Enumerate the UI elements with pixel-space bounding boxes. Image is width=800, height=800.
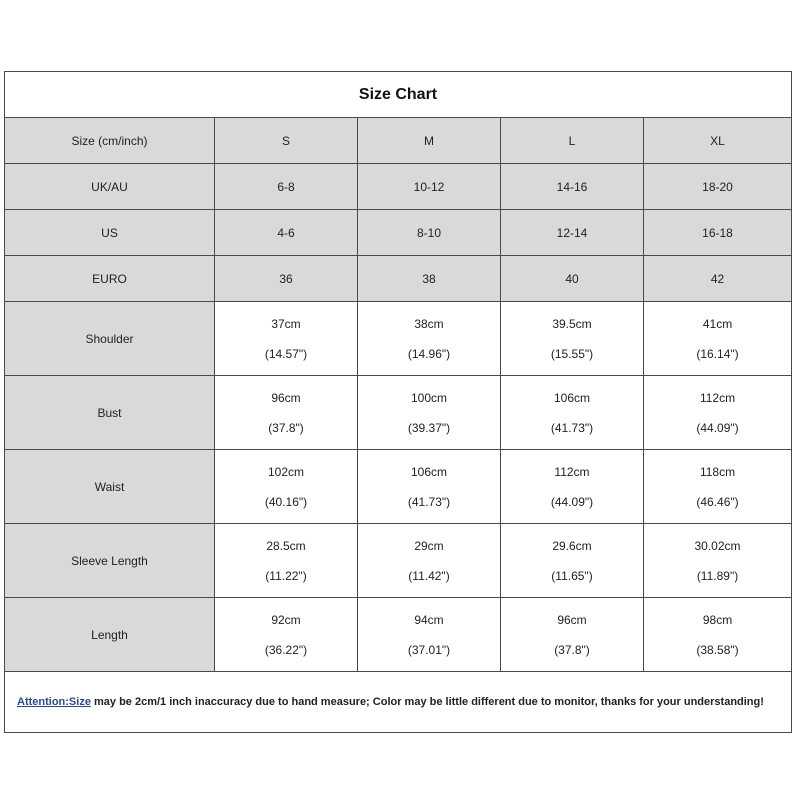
size-cell: 14-16: [501, 164, 644, 210]
size-cell: 16-18: [644, 210, 792, 256]
size-cell: L: [501, 118, 644, 164]
row-label: US: [5, 210, 215, 256]
measure-cell: [644, 302, 792, 376]
measure-cell: [501, 376, 644, 450]
measure-cell: [501, 598, 644, 672]
row-label: Length: [5, 598, 215, 672]
inch-value: (46.46"): [696, 494, 739, 509]
cm-value: 112cm: [554, 464, 590, 479]
measure-cell: [644, 598, 792, 672]
inch-value: (37.01"): [407, 642, 451, 657]
inch-value: (41.73"): [550, 420, 594, 435]
attention-text: may be 2cm/1 inch inaccuracy due to hand measure; Color may be little different due to monitor, thanks for your understanding!: [90, 696, 764, 708]
inch-value: (14.57"): [264, 346, 308, 361]
cm-value: 28.5cm: [266, 538, 306, 553]
note-row: [5, 672, 792, 733]
cm-value: 38cm: [414, 316, 444, 331]
measure-cell: [358, 376, 501, 450]
uk-au-row: [5, 164, 792, 210]
inch-value: (11.42"): [408, 568, 450, 583]
measure-cell: [215, 524, 358, 598]
cm-value: 41cm: [702, 316, 733, 331]
inch-value: (15.55"): [550, 346, 594, 361]
inch-value: (14.96"): [407, 346, 451, 361]
size-cell: S: [215, 118, 358, 164]
cm-value: 30.02cm: [694, 538, 741, 553]
size-cell: 4-6: [215, 210, 358, 256]
inch-value: (36.22"): [264, 642, 308, 657]
size-header-row: [5, 118, 792, 164]
cm-value: 37cm: [271, 316, 301, 331]
size-cell: 6-8: [215, 164, 358, 210]
inch-value: (44.09"): [696, 420, 739, 435]
inch-value: (38.58"): [696, 642, 739, 657]
measure-cell: [215, 450, 358, 524]
row-label: UK/AU: [5, 164, 215, 210]
length-row: [5, 598, 792, 672]
measure-cell: [644, 376, 792, 450]
measure-cell: [215, 376, 358, 450]
measure-cell: [215, 598, 358, 672]
inch-value: (39.37"): [407, 420, 451, 435]
cm-value: 39.5cm: [552, 316, 592, 331]
euro-row: [5, 256, 792, 302]
inch-value: (41.73"): [407, 494, 451, 509]
size-cell: M: [358, 118, 501, 164]
measure-cell: [501, 524, 644, 598]
row-label: Waist: [5, 450, 215, 524]
size-cell: 38: [358, 256, 501, 302]
measure-cell: [501, 302, 644, 376]
bust-row: [5, 376, 792, 450]
inch-value: (37.8"): [554, 642, 590, 657]
us-row: [5, 210, 792, 256]
cm-value: 118cm: [699, 464, 736, 479]
inch-value: (44.09"): [550, 494, 594, 509]
sleeve-length-row: [5, 524, 792, 598]
inch-value: (11.89"): [696, 568, 739, 583]
inch-value: (11.22"): [265, 568, 307, 583]
measure-cell: [358, 524, 501, 598]
size-cell: XL: [644, 118, 792, 164]
cm-value: 100cm: [410, 390, 448, 405]
cm-value: 96cm: [557, 612, 587, 627]
waist-row: [5, 450, 792, 524]
size-cell: 18-20: [644, 164, 792, 210]
size-cell: 8-10: [358, 210, 501, 256]
measure-cell: [501, 450, 644, 524]
size-cell: 40: [501, 256, 644, 302]
cm-value: 98cm: [702, 612, 733, 627]
measure-cell: [358, 450, 501, 524]
cm-value: 106cm: [553, 390, 591, 405]
inch-value: (11.65"): [551, 568, 593, 583]
cm-value: 106cm: [410, 464, 448, 479]
chart-title: Size Chart: [5, 72, 792, 118]
measure-cell: [358, 302, 501, 376]
cm-value: 112cm: [699, 390, 736, 405]
size-chart-table: [4, 71, 792, 733]
inch-value: (16.14"): [696, 346, 739, 361]
row-label: Sleeve Length: [5, 524, 215, 598]
size-cell: 36: [215, 256, 358, 302]
size-cell: 10-12: [358, 164, 501, 210]
inch-value: (40.16"): [264, 494, 308, 509]
measure-cell: [644, 450, 792, 524]
cm-value: 92cm: [271, 612, 301, 627]
measure-cell: [358, 598, 501, 672]
cm-value: 29cm: [414, 538, 444, 553]
measure-cell: [644, 524, 792, 598]
cm-value: 96cm: [271, 390, 301, 405]
size-cell: 42: [644, 256, 792, 302]
row-label: Shoulder: [5, 302, 215, 376]
cm-value: 29.6cm: [552, 538, 592, 553]
inch-value: (37.8"): [268, 420, 304, 435]
measure-cell: [215, 302, 358, 376]
attention-label: Attention:Size: [17, 696, 91, 708]
size-cell: 12-14: [501, 210, 644, 256]
row-label: Bust: [5, 376, 215, 450]
row-label: EURO: [5, 256, 215, 302]
shoulder-row: [5, 302, 792, 376]
attention-note: [5, 672, 792, 733]
cm-value: 102cm: [267, 464, 305, 479]
row-label: Size (cm/inch): [5, 118, 215, 164]
cm-value: 94cm: [414, 612, 444, 627]
